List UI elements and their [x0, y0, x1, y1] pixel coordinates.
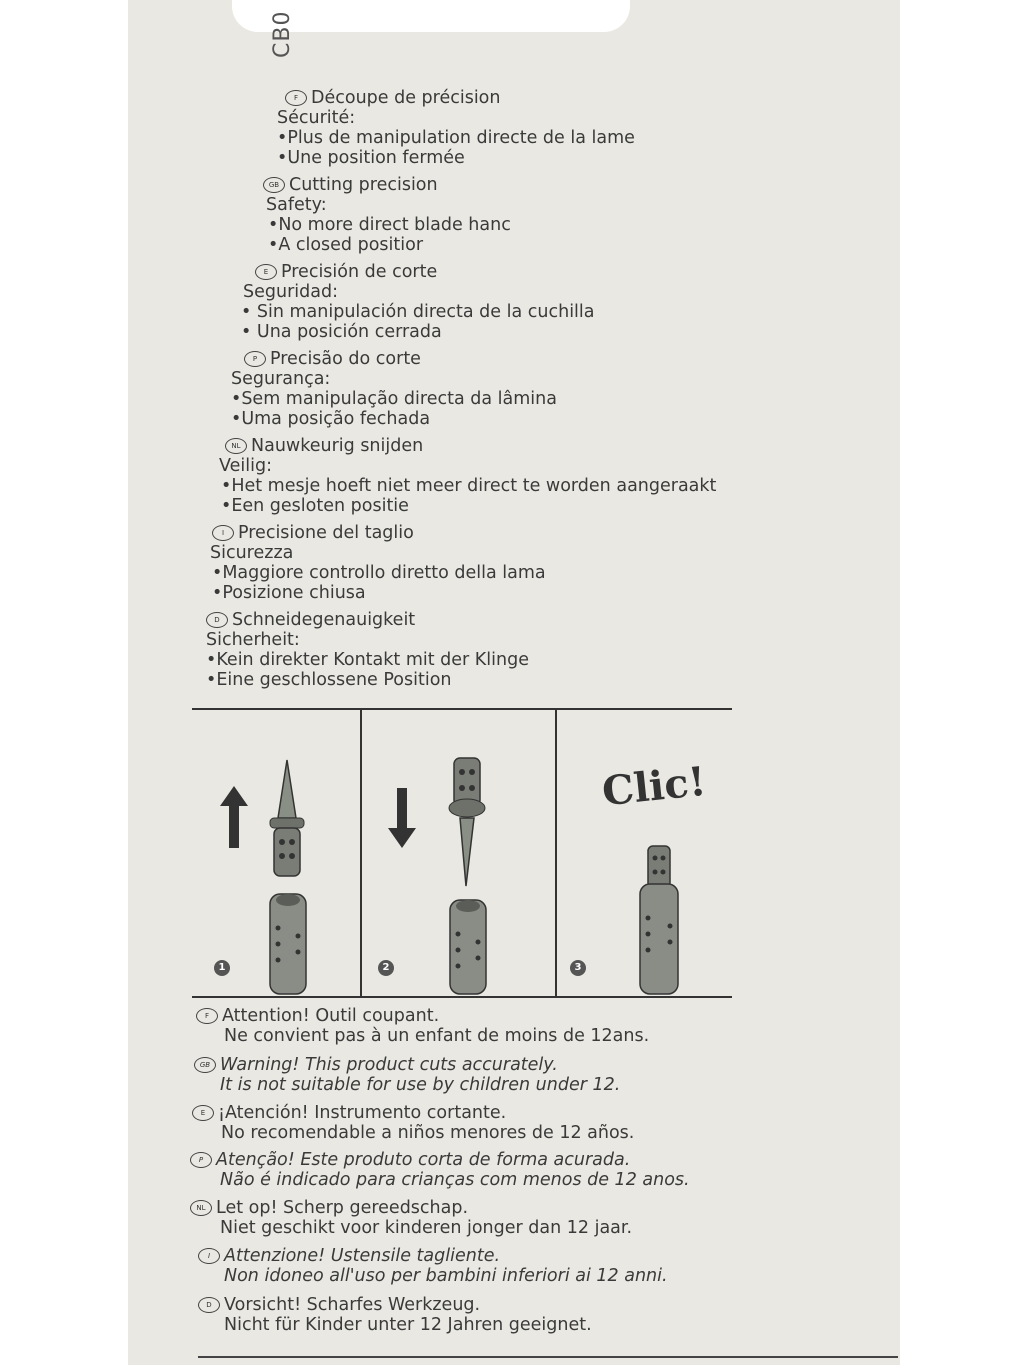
warning-line: NL Let op! Scherp gereedschap.	[190, 1198, 468, 1218]
lang-badge-icon: D	[198, 1297, 220, 1313]
bullet: •A closed positior	[268, 235, 424, 255]
section-title: GB Cutting precision	[263, 175, 438, 195]
clic-label: Clic!	[599, 757, 709, 816]
bullet: •Kein direkter Kontakt mit der Klinge	[206, 650, 529, 670]
bullet: •Plus de manipulation directe de la lame	[277, 128, 635, 148]
bullet: • Sin manipulación directa de la cuchilla	[241, 302, 595, 322]
warning-line: E ¡Atención! Instrumento cortante.	[192, 1103, 506, 1123]
section-label: Segurança:	[231, 369, 331, 389]
lang-badge-icon: I	[212, 525, 234, 541]
bullet: •Maggiore controllo diretto della lama	[212, 563, 546, 583]
lang-badge-icon: F	[285, 90, 307, 106]
section-label: Sicurezza	[210, 543, 294, 563]
bullet: •No more direct blade hanc	[268, 215, 511, 235]
warning-line: Non idoneo all'uso per bambini inferiori ai 12 anni.	[224, 1266, 668, 1286]
step-number-1: 1	[214, 960, 230, 976]
lang-badge-icon: I	[198, 1248, 220, 1264]
section-label: Sécurité:	[277, 108, 356, 128]
lang-badge-icon: P	[244, 351, 266, 367]
section-label: Safety:	[266, 195, 327, 215]
section-title: E Precisión de corte	[255, 262, 437, 282]
bullet: •Posizione chiusa	[212, 583, 366, 603]
assembled-tool-icon	[640, 846, 678, 994]
bottom-rule	[198, 1356, 898, 1358]
warning-line: It is not suitable for use by children under 12.	[220, 1075, 621, 1095]
warning-line: P Atenção! Este produto corta de forma acurada.	[190, 1150, 630, 1170]
section-label: Veilig:	[219, 456, 272, 476]
bullet: •Een gesloten positie	[221, 496, 409, 516]
section-label: Sicherheit:	[206, 630, 300, 650]
bullet: •Une position fermée	[277, 148, 465, 168]
section-title: P Precisão do corte	[244, 349, 421, 369]
lang-badge-icon: NL	[225, 438, 247, 454]
lang-badge-icon: D	[206, 612, 228, 628]
warning-line: Ne convient pas à un enfant de moins de 12ans.	[224, 1026, 650, 1046]
section-title: I Precisione del taglio	[212, 523, 414, 543]
section-title: NL Nauwkeurig snijden	[225, 436, 423, 456]
assembly-diagram	[192, 708, 732, 998]
bullet: •Uma posição fechada	[231, 409, 431, 429]
warning-line: D Vorsicht! Scharfes Werkzeug.	[198, 1295, 480, 1315]
lang-badge-icon: F	[196, 1008, 218, 1024]
warning-line: No recomendable a niños menores de 12 años.	[221, 1123, 635, 1143]
bullet: •Eine geschlossene Position	[206, 670, 452, 690]
diagram-illustrations	[192, 708, 732, 998]
down-arrow-icon	[388, 788, 416, 848]
lang-badge-icon: GB	[263, 177, 285, 193]
warning-line: GB Warning! This product cuts accurately.	[194, 1055, 558, 1075]
section-title: F Découpe de précision	[285, 88, 500, 108]
section-title: D Schneidegenauigkeit	[206, 610, 415, 630]
step-number-3: 3	[570, 960, 586, 976]
step-number-2: 2	[378, 960, 394, 976]
lang-badge-icon: P	[190, 1152, 212, 1168]
blade-reverse-icon	[449, 758, 486, 994]
bullet: • Una posición cerrada	[241, 322, 442, 342]
lang-badge-icon: E	[255, 264, 277, 280]
bullet: •Het mesje hoeft niet meer direct te worden aangeraakt	[221, 476, 717, 496]
blade-insert-icon	[270, 760, 306, 994]
bullet: •Sem manipulação directa da lâmina	[231, 389, 557, 409]
product-code: CB0	[270, 10, 295, 58]
warning-line: F Attention! Outil coupant.	[196, 1006, 439, 1026]
warning-line: Nicht für Kinder unter 12 Jahren geeignet.	[224, 1315, 592, 1335]
lang-badge-icon: E	[192, 1105, 214, 1121]
section-label: Seguridad:	[243, 282, 338, 302]
up-arrow-icon	[220, 786, 248, 848]
warning-line: Niet geschikt voor kinderen jonger dan 12 jaar.	[220, 1218, 633, 1238]
lang-badge-icon: NL	[190, 1200, 212, 1216]
warning-line: Não é indicado para crianças com menos de 12 anos.	[220, 1170, 690, 1190]
lang-badge-icon: GB	[194, 1057, 216, 1073]
warning-line: I Attenzione! Ustensile tagliente.	[198, 1246, 500, 1266]
